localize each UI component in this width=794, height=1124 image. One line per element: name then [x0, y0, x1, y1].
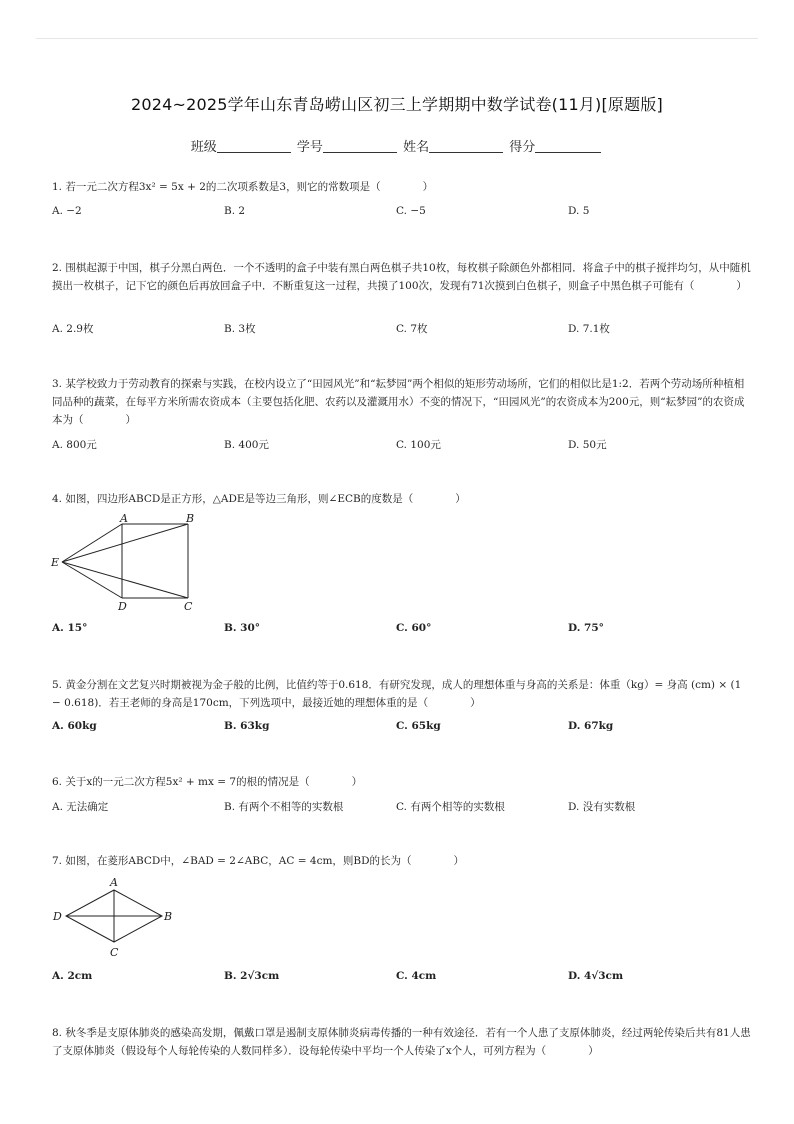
option-d[interactable]: D. 4√3cm	[568, 970, 624, 982]
question-5	[52, 676, 752, 712]
option-c[interactable]: C. −5	[396, 205, 426, 217]
option-b[interactable]: B. 400元	[224, 439, 269, 451]
label-e: E	[51, 556, 60, 569]
option-d[interactable]: D. 5	[568, 205, 590, 217]
question-stem: 3. 某学校致力于劳动教育的探索与实践，在校内设立了“田园风光”和“耘梦园”两个相似的矩形劳动场所，它们的相似比是1:2．若两个劳动场所种植相同品种的蔬菜，在每平方米所需农资成本（主要包括化肥、农药以及灌溉用水）不变的情况下，“田园风光”的农资成本为200元，则“耘梦园”的农资成本为（ ）	[52, 378, 745, 426]
question-7-options	[52, 970, 752, 988]
segment-ed	[62, 562, 122, 598]
question-stem: 5. 黄金分割在文艺复兴时期被视为金子般的比例，比值约等于0.618．有研究发现，成人的理想体重与身高的关系是：体重（kg）= 身高 (cm) × (1 − 0.618)．若王老师的身高是170cm，下列选项中，最接近她的理想体重的是（ ）	[52, 679, 742, 709]
label-d: D	[53, 910, 62, 923]
option-d[interactable]: D. 50元	[568, 439, 607, 451]
label-c: C	[110, 946, 119, 959]
question-3-options	[52, 437, 752, 455]
question-stem: 7. 如图，在菱形ABCD中，∠BAD = 2∠ABC，AC = 4cm，则BD的长为（ ）	[52, 855, 465, 867]
option-b[interactable]: B. 63kg	[224, 720, 270, 732]
option-b[interactable]: B. 2√3cm	[224, 970, 280, 982]
option-a[interactable]: A. −2	[52, 205, 82, 217]
student-info-line	[0, 136, 794, 155]
class-blank[interactable]	[217, 152, 291, 153]
option-a[interactable]: A. 2cm	[52, 970, 93, 982]
rhombus-figure	[48, 874, 182, 960]
question-1	[52, 178, 752, 196]
option-b[interactable]: B. 3枚	[224, 323, 256, 335]
number-label: 学号	[296, 140, 323, 155]
question-3	[52, 375, 752, 429]
option-c[interactable]: C. 100元	[396, 439, 441, 451]
question-stem: 1. 若一元二次方程3x² = 5x + 2的二次项系数是3，则它的常数项是（ ）	[52, 181, 434, 193]
option-d[interactable]: D. 67kg	[568, 720, 614, 732]
question-stem: 2. 围棋起源于中国，棋子分黑白两色．一个不透明的盒子中装有黑白两色棋子共10枚，每枚棋子除颜色外都相同．将盒子中的棋子搅拌均匀，从中随机摸出一枚棋子，记下它的颜色后再放回盒子中．不断重复这一过程，共摸了100次，发现有71次摸到白色棋子，则盒子中黑色棋子可能有（ ）	[52, 262, 751, 292]
label-d: D	[118, 600, 127, 613]
name-blank[interactable]	[429, 152, 503, 153]
question-stem: 4. 如图，四边形ABCD是正方形，△ADE是等边三角形，则∠ECB的度数是（ ）	[52, 493, 466, 505]
question-6	[52, 773, 752, 791]
label-c: C	[184, 600, 193, 613]
option-a[interactable]: A. 2.9枚	[52, 323, 94, 335]
question-2	[52, 259, 752, 295]
label-b: B	[186, 512, 195, 525]
segment-eb	[62, 524, 188, 562]
question-6-options	[52, 799, 752, 817]
option-c[interactable]: C. 65kg	[396, 720, 441, 732]
number-blank[interactable]	[323, 152, 397, 153]
question-1-options	[52, 205, 752, 223]
option-b[interactable]: B. 2	[224, 205, 246, 217]
question-2-options	[52, 321, 752, 339]
option-d[interactable]: D. 75°	[568, 622, 604, 634]
question-4	[52, 490, 752, 508]
question-stem: 6. 关于x的一元二次方程5x² + mx = 7的根的情况是（ ）	[52, 776, 363, 788]
option-c[interactable]: C. 4cm	[396, 970, 437, 982]
option-c[interactable]: C. 有两个相等的实数根	[396, 801, 505, 813]
option-c[interactable]: C. 7枚	[396, 323, 428, 335]
class-label: 班级	[190, 140, 217, 155]
option-a[interactable]: A. 15°	[52, 622, 88, 634]
option-d[interactable]: D. 没有实数根	[568, 801, 636, 813]
top-divider	[36, 38, 758, 39]
page-title: 2024~2025学年山东青岛崂山区初三上学期期中数学试卷(11月)[原题版]	[131, 95, 663, 114]
option-b[interactable]: B. 有两个不相等的实数根	[224, 801, 344, 813]
option-c[interactable]: C. 60°	[396, 622, 432, 634]
option-a[interactable]: A. 800元	[52, 439, 97, 451]
score-label: 得分	[509, 140, 536, 155]
name-label: 姓名	[403, 140, 430, 155]
option-d[interactable]: D. 7.1枚	[568, 323, 610, 335]
score-blank[interactable]	[535, 152, 601, 153]
square-triangle-figure	[48, 510, 208, 614]
question-5-options	[52, 720, 752, 738]
segment-ec	[62, 562, 188, 598]
label-a: A	[110, 876, 118, 889]
option-b[interactable]: B. 30°	[224, 622, 261, 634]
question-8	[52, 1024, 752, 1060]
question-7	[52, 852, 752, 870]
option-a[interactable]: A. 60kg	[52, 720, 97, 732]
segment-ea	[62, 524, 122, 562]
label-a: A	[120, 512, 128, 525]
question-stem: 8. 秋冬季是支原体肺炎的感染高发期，佩戴口罩是遏制支原体肺炎病毒传播的一种有效途径．若有一个人患了支原体肺炎，经过两轮传染后共有81人患了支原体肺炎（假设每个人每轮传染的人数同样多）．设每轮传染中平均一个人传染了x个人，可列方程为（ ）	[52, 1027, 751, 1057]
label-b: B	[164, 910, 173, 923]
option-a[interactable]: A. 无法确定	[52, 801, 109, 813]
question-4-options	[52, 622, 752, 640]
